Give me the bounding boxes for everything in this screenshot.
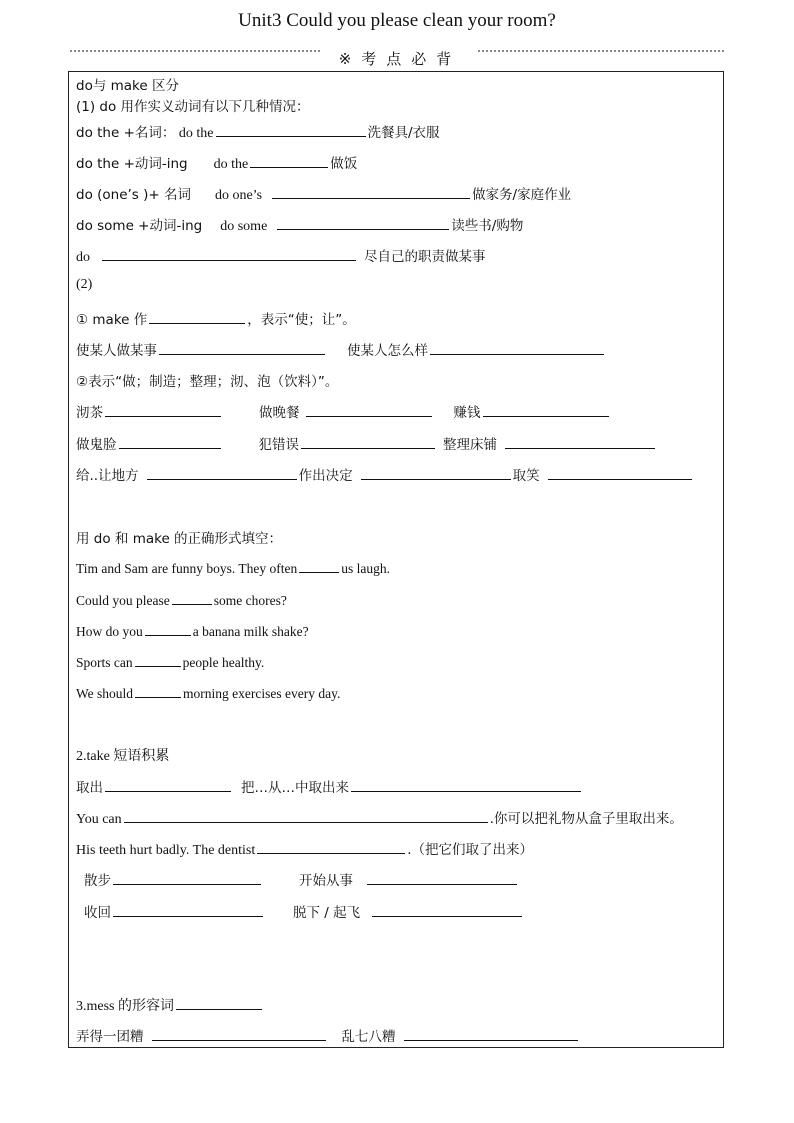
question-text: Tim and Sam are funny boys. They often — [76, 561, 298, 576]
row-meaning: .你可以把礼物从盒子里取出来。 — [489, 811, 683, 827]
answer-blank[interactable] — [105, 777, 231, 792]
row-label: 收回 — [84, 905, 111, 921]
row-label: do the +名词： — [76, 125, 176, 141]
row-meaning: 尽自己的职责做某事 — [364, 249, 486, 265]
answer-blank[interactable] — [149, 309, 245, 324]
row-meaning: 读些书/购物 — [451, 218, 524, 234]
answer-blank[interactable] — [124, 808, 488, 823]
answer-blank[interactable] — [159, 340, 325, 355]
section1-sub1: (1) do 用作实义动词有以下几种情况： — [76, 99, 310, 115]
answer-blank[interactable] — [250, 153, 328, 168]
answer-blank[interactable] — [105, 402, 221, 417]
row-label-3: 取笑 — [512, 468, 540, 484]
question-text-2: some chores? — [213, 593, 287, 608]
take-row-4 — [84, 869, 519, 890]
make-row-5 — [76, 433, 657, 454]
row-label: 弄得一团糟 — [76, 1029, 144, 1045]
row-label-2: 开始从事 — [299, 873, 353, 889]
answer-blank[interactable] — [299, 558, 339, 573]
row-label-3: 赚钱 — [453, 405, 481, 421]
answer-blank[interactable] — [548, 465, 692, 480]
row-meaning: .（把它们取了出来） — [407, 842, 534, 858]
answer-blank[interactable] — [135, 652, 181, 667]
answer-blank[interactable] — [277, 215, 449, 230]
answer-blank[interactable] — [113, 870, 261, 885]
take-row-3 — [76, 838, 533, 859]
row-label: 取出 — [76, 780, 103, 796]
fill-question-3 — [76, 621, 309, 640]
dotted-divider-right — [478, 50, 724, 52]
row-label: ① make 作 — [76, 312, 148, 328]
answer-blank[interactable] — [372, 902, 522, 917]
answer-blank[interactable] — [172, 590, 212, 605]
row-meaning: 洗餐具/衣服 — [367, 125, 440, 141]
row-label-2: 使某人怎么样 — [347, 343, 428, 359]
section1-heading: do与 make 区分 — [76, 78, 179, 94]
question-text: How do you — [76, 624, 143, 639]
answer-blank[interactable] — [483, 402, 609, 417]
question-text-2: a banana milk shake? — [192, 624, 309, 639]
question-text-2: morning exercises every day. — [183, 686, 341, 701]
take-row-5 — [84, 901, 524, 922]
row-mid: do some — [220, 219, 268, 234]
row-meaning: 做饭 — [330, 156, 358, 172]
mess-row-1 — [76, 1025, 580, 1046]
row-label: You can — [76, 812, 122, 827]
do-row-2 — [76, 152, 357, 173]
section3-heading: 3.mess 的形容词 — [76, 999, 174, 1014]
make-row-6 — [76, 464, 694, 485]
answer-blank[interactable] — [102, 246, 356, 261]
question-text: We should — [76, 686, 134, 701]
do-row-4 — [76, 214, 523, 235]
row-mid: do the — [213, 157, 249, 172]
row-label: 散步 — [84, 873, 111, 889]
answer-blank[interactable] — [147, 465, 297, 480]
row-label-3: 整理床铺 — [443, 437, 497, 453]
row-label: do — [76, 250, 90, 265]
answer-blank[interactable] — [306, 402, 432, 417]
do-row-1 — [76, 121, 440, 142]
section-banner: ※考点必背 — [338, 50, 462, 68]
question-text-2: us laugh. — [341, 561, 390, 576]
row-label: do some +动词-ing — [76, 218, 203, 234]
answer-blank[interactable] — [257, 839, 405, 854]
take-row-2 — [76, 807, 683, 828]
row-label: 沏茶 — [76, 405, 103, 421]
fill-question-1 — [76, 558, 390, 577]
answer-blank[interactable] — [367, 870, 517, 885]
section1-sub2: (2) — [76, 277, 93, 292]
answer-blank[interactable] — [351, 777, 581, 792]
question-text: Sports can — [76, 655, 133, 670]
row-meaning: ，表示“使；让”。 — [247, 312, 356, 328]
question-text-2: people healthy. — [182, 655, 265, 670]
answer-blank[interactable] — [119, 434, 221, 449]
row-label-2: 做晚餐 — [259, 405, 300, 421]
take-row-1 — [76, 776, 583, 797]
row-label: do (one’s )+ 名词 — [76, 187, 191, 203]
row-label: 使某人做某事 — [76, 343, 157, 359]
section2-heading: 2.take 短语积累 — [76, 749, 170, 764]
row-mid: do one’s — [215, 188, 263, 203]
answer-blank[interactable] — [505, 434, 655, 449]
answer-blank[interactable] — [272, 184, 470, 199]
fill-question-2 — [76, 590, 287, 609]
question-text: Could you please — [76, 593, 170, 608]
make-row-3: ②表示“做；制造；整理；沏、泡（饮料）”。 — [76, 374, 339, 390]
answer-blank[interactable] — [145, 621, 191, 636]
row-label-2: 乱七八糟 — [341, 1029, 396, 1045]
make-row-4 — [76, 401, 611, 422]
answer-blank[interactable] — [301, 434, 435, 449]
section3-row-heading — [76, 995, 264, 1015]
dotted-divider-left — [70, 50, 320, 52]
row-label: His teeth hurt badly. The dentist — [76, 843, 256, 858]
row-label: 做鬼脸 — [76, 437, 117, 453]
do-row-3 — [76, 183, 571, 204]
answer-blank[interactable] — [135, 683, 181, 698]
answer-blank[interactable] — [216, 122, 366, 137]
row-label: 给..让地方 — [76, 468, 139, 484]
row-label-2: 犯错误 — [258, 437, 299, 453]
fill-question-5 — [76, 683, 340, 702]
answer-blank[interactable] — [404, 1026, 578, 1041]
answer-blank[interactable] — [152, 1026, 326, 1041]
answer-blank[interactable] — [361, 465, 511, 480]
row-label-2: 把…从…中取出来 — [241, 780, 349, 796]
answer-blank[interactable] — [176, 995, 262, 1010]
row-mid: do the — [178, 126, 214, 141]
do-row-5 — [76, 245, 486, 266]
make-row-2 — [76, 339, 606, 360]
make-row-1 — [76, 308, 356, 329]
row-label-2: 脱下 / 起飞 — [293, 905, 361, 921]
answer-blank[interactable] — [113, 902, 263, 917]
row-meaning: 做家务/家庭作业 — [472, 187, 572, 203]
row-label-2: 作出决定 — [298, 468, 353, 484]
page-title: Unit3 Could you please clean your room? — [238, 10, 556, 31]
fill-question-4 — [76, 652, 264, 671]
answer-blank[interactable] — [430, 340, 604, 355]
fill-heading: 用 do 和 make 的正确形式填空： — [76, 531, 283, 547]
row-label: do the +动词-ing — [76, 156, 188, 172]
